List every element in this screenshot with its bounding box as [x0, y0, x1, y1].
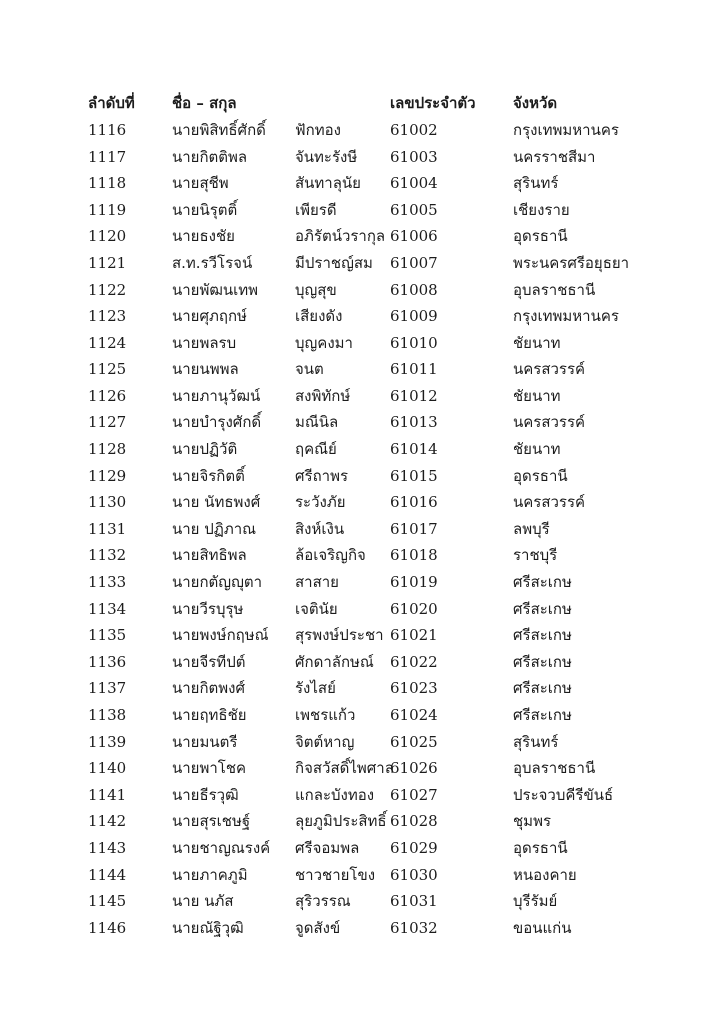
sequence-number: 1118 [88, 174, 127, 193]
id-number: 61017 [390, 519, 438, 538]
last-name: กิจสวัสดิ์ไพศาล [295, 759, 394, 778]
first-name: นายวีรบุรุษ [172, 599, 244, 618]
first-name: นายกิตพงศ์ [172, 679, 246, 698]
sequence-number: 1143 [88, 838, 127, 857]
last-name: สันทาลุนัย [295, 174, 361, 193]
sequence-number: 1122 [88, 280, 127, 299]
first-name: นายสิทธิพล [172, 546, 247, 565]
header-province: จังหวัด [513, 94, 558, 113]
sequence-number: 1144 [88, 865, 127, 884]
id-number: 61030 [390, 865, 438, 884]
table-row [88, 857, 684, 884]
last-name: สิงห์เงิน [295, 519, 345, 538]
table-row [88, 751, 684, 778]
province: ลพบุรี [513, 519, 550, 538]
table-row [88, 804, 684, 831]
first-name: นายภาคภูมิ [172, 865, 248, 884]
table-row [88, 538, 684, 565]
table-row [88, 724, 684, 751]
last-name: บุญคงมา [295, 333, 353, 352]
last-name: จูดสังข์ [295, 918, 341, 937]
sequence-number: 1141 [88, 785, 127, 804]
id-number: 61026 [390, 759, 438, 778]
id-number: 61003 [390, 147, 438, 166]
province: ชัยนาท [513, 440, 561, 459]
province: อุดรธานี [513, 838, 568, 857]
province: อุดรธานี [513, 227, 568, 246]
table-row [88, 166, 684, 193]
id-number: 61012 [390, 386, 438, 405]
table-row [88, 671, 684, 698]
table-row [88, 831, 684, 858]
id-number: 61028 [390, 812, 438, 831]
sequence-number: 1145 [88, 892, 127, 911]
table-body [88, 113, 684, 937]
table-row [88, 644, 684, 671]
id-number: 61024 [390, 706, 438, 724]
first-name: นาย ปฏิภาณ [172, 519, 257, 538]
id-number: 61011 [390, 360, 438, 379]
id-number: 61023 [390, 679, 438, 698]
table-row [88, 139, 684, 166]
first-name: นาย นัทธพงศ์ [172, 493, 261, 512]
province: ศรีสะเกษ [513, 573, 572, 592]
sequence-number: 1121 [88, 253, 127, 272]
id-number: 61020 [390, 599, 438, 618]
sequence-number: 1119 [88, 200, 127, 219]
sequence-number: 1127 [88, 413, 127, 432]
first-name: นายภานุวัฒน์ [172, 386, 261, 405]
province: กรุงเทพมหานคร [513, 120, 619, 139]
id-number: 61007 [390, 253, 438, 272]
table-row [88, 512, 684, 539]
header-name-surname: ชื่อ – สกุล [172, 94, 237, 113]
first-name: นายบำรุงศักดิ์ [172, 413, 262, 432]
table-row [88, 485, 684, 512]
table-header-row [88, 86, 684, 113]
table-row [88, 192, 684, 219]
last-name: ล้อเจริญกิจ [295, 546, 366, 565]
province: ชัยนาท [513, 333, 561, 352]
id-number: 61029 [390, 838, 438, 857]
table-row [88, 405, 684, 432]
province: นครสวรรค์ [513, 493, 586, 512]
table-row [88, 246, 684, 273]
sequence-number: 1134 [88, 599, 127, 618]
province: อุดรธานี [513, 466, 568, 485]
table-row [88, 618, 684, 645]
first-name: นายกิตติพล [172, 147, 248, 166]
first-name: นายกตัญญุตา [172, 573, 263, 592]
last-name: ศักดาลักษณ์ [295, 652, 374, 671]
table-row [88, 565, 684, 592]
sequence-number: 1120 [88, 227, 127, 246]
id-number: 61013 [390, 413, 438, 432]
last-name: เพชรแก้ว [295, 706, 356, 724]
id-number: 61027 [390, 785, 438, 804]
sequence-number: 1117 [88, 147, 127, 166]
id-number: 61015 [390, 466, 438, 485]
last-name: ฟักทอง [295, 120, 341, 139]
province: ราชบุรี [513, 546, 558, 565]
last-name: มีปราชญ์สม [295, 253, 373, 272]
first-name: นายพงษ์กฤษณ์ [172, 626, 269, 645]
last-name: รังไสย์ [295, 679, 336, 698]
last-name: ฤคณีย์ [295, 440, 337, 459]
last-name: จนต [295, 360, 324, 379]
province: บุรีรัมย์ [513, 892, 558, 911]
last-name: ชาวชายโขง [295, 865, 376, 884]
last-name: เสียงดัง [295, 307, 343, 326]
sequence-number: 1128 [88, 440, 127, 459]
sequence-number: 1137 [88, 679, 127, 698]
table-row [88, 352, 684, 379]
table-row [88, 591, 684, 618]
last-name: บุญสุข [295, 280, 337, 299]
province: ประจวบคีรีขันธ์ [513, 785, 614, 804]
last-name: จิตต์หาญ [295, 732, 355, 751]
sequence-number: 1129 [88, 466, 127, 485]
sequence-number: 1132 [88, 546, 127, 565]
last-name: แกละบังทอง [295, 785, 375, 804]
last-name: มณีนิล [295, 413, 339, 432]
header-sequence-number: ลำดับที่ [88, 94, 135, 113]
table-row [88, 325, 684, 352]
sequence-number: 1125 [88, 360, 127, 379]
last-name: สุริวรรณ [295, 892, 351, 911]
id-number: 61016 [390, 493, 438, 512]
first-name: นายนิรุตติ์ [172, 200, 238, 219]
sequence-number: 1133 [88, 573, 127, 592]
table-row [88, 272, 684, 299]
first-name: นายพลรบ [172, 333, 237, 352]
province: ศรีสะเกษ [513, 679, 572, 698]
id-number: 61014 [390, 440, 438, 459]
id-number: 61006 [390, 227, 438, 246]
province: ศรีสะเกษ [513, 652, 572, 671]
last-name: ลุยภูมิประสิทธิ์ [295, 812, 387, 831]
first-name: นายจีรทีปต์ [172, 652, 246, 671]
roster-table [88, 86, 684, 937]
province: นครราชสีมา [513, 147, 596, 166]
first-name: นายศุภฤกษ์ [172, 307, 247, 326]
last-name: เจตินัย [295, 599, 338, 618]
id-number: 61032 [390, 918, 438, 937]
first-name: นายธงชัย [172, 227, 235, 246]
last-name: อภิรัตน์วรากุล [295, 227, 386, 246]
first-name: นายณัฐิวุฒิ [172, 918, 244, 937]
sequence-number: 1135 [88, 626, 127, 645]
first-name: นายมนตรี [172, 732, 238, 751]
last-name: ศรีถาพร [295, 466, 349, 485]
table-row [88, 910, 684, 937]
province: หนองคาย [513, 865, 577, 884]
first-name: นายสุรเชษฐ์ [172, 812, 251, 831]
id-number: 61025 [390, 732, 438, 751]
id-number: 61005 [390, 200, 438, 219]
province: อุบลราชธานี [513, 280, 596, 299]
sequence-number: 1126 [88, 386, 127, 405]
last-name: เพียรดี [295, 200, 337, 219]
province: อุบลราชธานี [513, 759, 596, 778]
sequence-number: 1116 [88, 120, 127, 139]
sequence-number: 1130 [88, 493, 127, 512]
id-number: 61010 [390, 333, 438, 352]
sequence-number: 1146 [88, 918, 127, 937]
last-name: ศรีจอมพล [295, 838, 360, 857]
table-row [88, 458, 684, 485]
province: สุรินทร์ [513, 174, 559, 193]
id-number: 61021 [390, 626, 438, 645]
id-number: 61009 [390, 307, 438, 326]
sequence-number: 1140 [88, 759, 127, 778]
id-number: 61019 [390, 573, 438, 592]
last-name: สงพิทักษ์ [295, 386, 351, 405]
table-row [88, 884, 684, 911]
sequence-number: 1136 [88, 652, 127, 671]
first-name: นายพิสิทธิ์ศักดิ์ [172, 120, 266, 139]
table-row [88, 299, 684, 326]
id-number: 61008 [390, 280, 438, 299]
id-number: 61031 [390, 892, 438, 911]
sequence-number: 1139 [88, 732, 127, 751]
table-row [88, 777, 684, 804]
last-name: สาสาย [295, 573, 339, 592]
sequence-number: 1124 [88, 333, 127, 352]
sequence-number: 1123 [88, 307, 127, 326]
table-row [88, 379, 684, 406]
first-name: นาย นภัส [172, 892, 234, 911]
first-name: นายฤทธิชัย [172, 706, 247, 724]
province: ชุมพร [513, 812, 552, 831]
province: พระนครศรีอยุธยา [513, 253, 630, 272]
last-name: สุรพงษ์ประชา [295, 626, 384, 645]
table-row [88, 219, 684, 246]
header-id-number: เลขประจำตัว [390, 94, 476, 113]
first-name: นายนพพล [172, 360, 239, 379]
first-name: นายพัฒนเทพ [172, 280, 259, 299]
province: กรุงเทพมหานคร [513, 307, 619, 326]
province: ชัยนาท [513, 386, 561, 405]
table-row [88, 113, 684, 140]
province: ศรีสะเกษ [513, 626, 572, 645]
sequence-number: 1138 [88, 706, 127, 724]
province: นครสวรรค์ [513, 413, 586, 432]
table-row [88, 432, 684, 459]
province: ศรีสะเกษ [513, 706, 572, 724]
province: ศรีสะเกษ [513, 599, 572, 618]
province: นครสวรรค์ [513, 360, 586, 379]
id-number: 61022 [390, 652, 438, 671]
table-row [88, 698, 684, 725]
sequence-number: 1131 [88, 519, 127, 538]
first-name: นายธีรวุฒิ [172, 785, 239, 804]
province: ขอนแก่น [513, 918, 572, 937]
first-name: นายพาโชค [172, 759, 247, 778]
first-name: นายสุชีพ [172, 174, 229, 193]
first-name: นายปฏิวัติ [172, 440, 238, 459]
first-name: นายชาญณรงค์ [172, 838, 271, 857]
sequence-number: 1142 [88, 812, 127, 831]
province: เชียงราย [513, 200, 570, 219]
id-number: 61004 [390, 174, 438, 193]
last-name: จันทะรังษี [295, 147, 358, 166]
id-number: 61018 [390, 546, 438, 565]
province: สุรินทร์ [513, 732, 559, 751]
first-name: นายจิรกิตติ์ [172, 466, 245, 485]
first-name: ส.ท.รวีโรจน์ [172, 253, 253, 272]
id-number: 61002 [390, 120, 438, 139]
last-name: ระวังภัย [295, 493, 346, 512]
